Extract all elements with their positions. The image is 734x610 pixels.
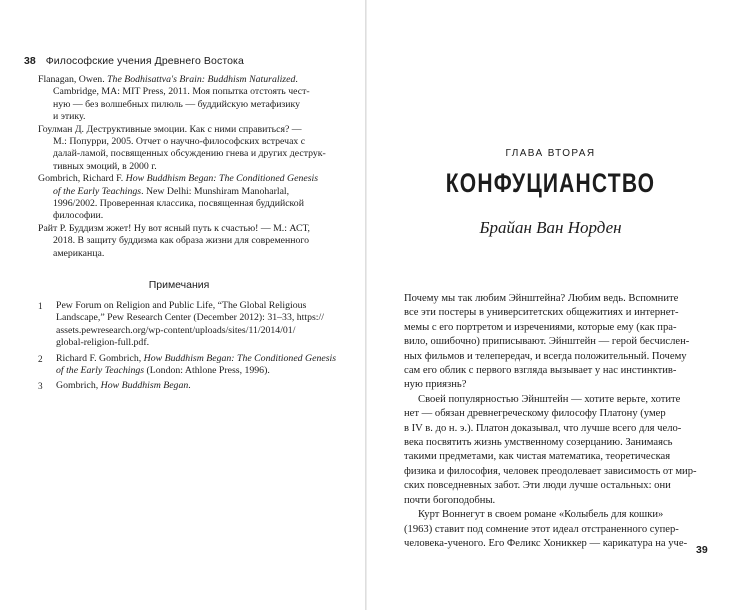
note-line	[56, 337, 328, 349]
text-run: тивных эмоций, в 2000 г.	[53, 160, 157, 172]
notes-list	[38, 300, 337, 396]
reference-line	[38, 74, 320, 86]
reference-line	[38, 248, 320, 260]
running-title: Философские учения Древнего Востока	[45, 55, 244, 67]
right-page-number: 39	[696, 544, 708, 556]
reference-entry	[38, 74, 320, 124]
italic-run: of the Early Teachings	[53, 185, 142, 197]
chapter-author: Брайан Ван Норден	[479, 218, 622, 237]
body-line: (1963) ставит под сомнение этот идеал отстраненного супер-	[404, 523, 679, 535]
text-run: .	[295, 74, 298, 85]
text-run: Gombrich,	[56, 380, 101, 392]
text-run: американца.	[53, 247, 105, 259]
body-line: ских повседневных забот. Эти люди лучше остальных: они	[404, 480, 671, 492]
body-line: в IV в. до н. э.). Платон доказывал, что лучше всего для чело-	[404, 422, 682, 434]
note-entry	[38, 352, 337, 378]
body-line: нет — обязан древнегреческому философу Платону (умер	[404, 408, 666, 420]
body-line: мемы с его портретом и изречениями, которые ему (как пра-	[404, 321, 677, 333]
note-line	[56, 325, 328, 337]
body-line: ную приязнь?	[404, 379, 467, 391]
italic-run: of the Early Teachings	[56, 365, 145, 377]
text-run: Richard F. Gombrich,	[56, 352, 144, 364]
italic-run: How Buddhism Began: The Conditioned Genesis	[125, 173, 319, 185]
note-line	[56, 380, 328, 392]
note-line	[56, 365, 328, 377]
text-run: Cambridge, MA: MIT Press, 2011. Моя попытка отстоять чест-	[53, 86, 310, 98]
body-line: Своей популярностью Эйнштейн — хотите верьте, хотите	[418, 393, 681, 405]
text-run: Landscape,” Pew Research Center (December 2012): 31–33, https://	[56, 312, 324, 324]
reference-entry	[38, 123, 326, 174]
reference-line	[38, 99, 320, 111]
reference-line	[38, 124, 320, 136]
text-run: . New Delhi: Munshiram Manoharlal,	[141, 185, 290, 197]
body-paragraph	[404, 292, 704, 393]
text-run: 1996/2002. Проверенная классика, посвященная буддийской	[53, 198, 304, 210]
body-line: все эти постеры в университетских общежитиях и интернет-	[404, 307, 679, 319]
body-line: ных фильмов и телепередач, и всегда положительный. Почему	[404, 350, 687, 362]
left-page-number: 38	[24, 55, 36, 67]
text-run: далай-ламой, посвященных обсуждению гнева и других деструк-	[53, 148, 326, 160]
text-run: Райт Р. Буддизм жжет! Ну вот ясный путь к счастью! — М.: АСТ,	[38, 222, 311, 234]
text-run: .	[188, 380, 191, 392]
reference-line	[38, 86, 320, 98]
reference-line	[38, 173, 320, 185]
body-line: века посвятить жизнь умственному созерцанию. Занимаясь	[404, 437, 673, 449]
reference-line	[38, 136, 320, 148]
body-line: такими предметами, как чистая математика, теоретическая	[404, 451, 671, 463]
reference-entry	[38, 173, 320, 223]
reference-list	[38, 74, 326, 260]
text-run: (London: Athlone Press, 1996).	[144, 365, 270, 377]
chapter-label: ГЛАВА ВТОРАЯ	[505, 148, 596, 159]
note-entry	[38, 380, 328, 392]
chapter-body	[404, 292, 704, 551]
left-page	[0, 0, 366, 610]
note-line	[56, 352, 337, 365]
italic-run: How Buddhism Began: The Conditioned Genesis	[143, 352, 337, 364]
text-run: global-religion-full.pdf.	[56, 337, 150, 349]
body-line: сам его облик с первого взгляда вызывает у нас инстинктив-	[404, 365, 677, 377]
note-line	[56, 312, 328, 324]
note-line	[56, 300, 328, 312]
reference-line	[38, 186, 320, 198]
running-header	[24, 55, 244, 67]
text-run: ную — без волшебных пилюль — буддийскую метафизику	[53, 98, 301, 110]
notes-heading: Примечания	[148, 279, 210, 291]
note-number: 1	[38, 301, 43, 311]
reference-line	[38, 161, 320, 173]
reference-line	[38, 198, 320, 210]
body-line: почти богоподобны.	[404, 494, 496, 506]
reference-entry	[38, 223, 320, 260]
text-run: Гоулман Д. Деструктивные эмоции. Как с ними справиться? —	[38, 123, 302, 135]
text-run: Gombrich, Richard F.	[38, 173, 126, 185]
italic-run: The Bodhisattva's Brain: Buddhism Naturalized	[107, 74, 296, 85]
reference-line	[38, 223, 320, 235]
chapter-title: КОНФУЦИАНСТВО	[445, 168, 656, 198]
text-run: Flanagan, Owen.	[38, 74, 108, 85]
body-line: вило, ошибочно) приписывают. Эйнштейн — герой бесчислен-	[404, 336, 690, 348]
note-number: 3	[38, 381, 43, 392]
text-run: assets.pewresearch.org/wp-content/uploads/sites/11/2014/01/	[56, 324, 296, 336]
text-run: 2018. В защиту буддизма как образа жизни для современного	[53, 235, 310, 247]
italic-run: How Buddhism Began	[100, 380, 189, 392]
body-line: Курт Воннегут в своем романе «Колыбель для кошки»	[418, 509, 664, 521]
text-run: и этику.	[53, 111, 86, 123]
reference-line	[38, 148, 326, 160]
body-paragraph	[404, 508, 704, 551]
reference-line	[38, 235, 320, 247]
body-line: физика и философия, человек преодолевает зависимость от мир-	[404, 465, 697, 477]
reference-line	[38, 210, 320, 222]
text-run: Pew Forum on Religion and Public Life, “The Global Religious	[56, 300, 307, 311]
body-line: человека-ученого. Его Феликс Хониккер — карикатура на уче-	[404, 537, 688, 549]
text-run: философии.	[53, 210, 104, 222]
body-paragraph	[404, 393, 704, 508]
body-line: Почему мы так любим Эйнштейна? Любим ведь. Вспомните	[404, 293, 679, 304]
text-run: М.: Попурри, 2005. Отчет о научно-философских встречах с	[53, 136, 306, 148]
note-entry	[38, 300, 328, 350]
right-page	[367, 0, 734, 610]
reference-line	[38, 111, 320, 123]
note-number: 2	[38, 353, 43, 364]
